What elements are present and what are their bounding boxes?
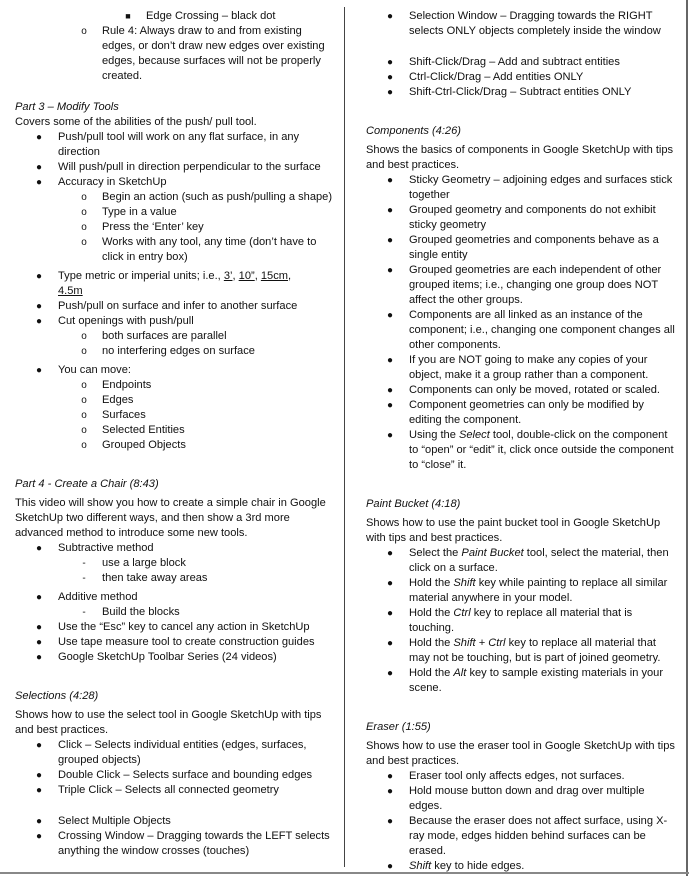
- part3-list: [15, 130, 335, 453]
- list-item: o both surfaces are parallel: [15, 329, 335, 344]
- bullet-icon: ●: [386, 57, 394, 68]
- list-item: ● Push/pull on surface and infer to another surface: [15, 299, 335, 314]
- circle-bullet-icon: o: [81, 237, 87, 248]
- bullet-icon: ●: [386, 771, 394, 782]
- list-item: o Rule 4: Always draw to and from existing edges, or don’t draw new edges over existing edges, because surfaces will not be properly created.: [15, 24, 335, 84]
- bullet-icon: ●: [35, 271, 43, 282]
- list-item: ● Cut openings with push/pull: [15, 314, 335, 329]
- circle-bullet-icon: o: [81, 222, 87, 233]
- list-item: ● Triple Click – Selects all connected geometry: [15, 783, 335, 798]
- circle-bullet-icon: o: [81, 440, 87, 451]
- list-item: ● Sticky Geometry – adjoining edges and surfaces stick together: [366, 173, 676, 203]
- list-item: ● Google SketchUp Toolbar Series (24 videos): [15, 650, 335, 665]
- list-item: ● Shift key to hide edges.: [366, 859, 676, 874]
- section-title-part3: Part 3 – Modify Tools: [15, 101, 119, 113]
- list-item: ● Hold mouse button down and drag over multiple edges.: [366, 784, 676, 814]
- list-item: o Selected Entities: [15, 423, 335, 438]
- section-title-components: Components (4:26): [366, 125, 461, 137]
- list-item: ● Select the Paint Bucket tool, select the material, then click on a surface.: [366, 546, 676, 576]
- list-item: ● Hold the Ctrl key to replace all material that is touching.: [366, 606, 676, 636]
- components-list: [366, 173, 676, 473]
- section-intro: This video will show you how to create a simple chair in Google SketchUp two different ways, and then show a 3rd more advanced method to introduce some new tools.: [15, 497, 326, 539]
- paint-bucket-list: [366, 546, 676, 696]
- bullet-icon: ●: [386, 385, 394, 396]
- list-item: ● Push/pull tool will work on any flat surface, in any direction: [15, 130, 335, 160]
- circle-bullet-icon: o: [81, 395, 87, 406]
- circle-bullet-icon: o: [81, 207, 87, 218]
- circle-bullet-icon: o: [81, 346, 87, 357]
- list-item: ● Using the Select tool, double-click on the component to “open” or “edit” it, click once outside the component to “close” it.: [366, 428, 676, 473]
- list-item: ● Grouped geometries and components behave as a single entity: [366, 233, 676, 263]
- bullet-icon: ●: [35, 770, 43, 781]
- list-item: ● You can move:: [15, 363, 335, 378]
- list-item: ● Hold the Shift + Ctrl key to replace all material that may not be touching, but is part of joined geometry.: [366, 636, 676, 666]
- section-intro: Shows how to use the select tool in Google SketchUp with tips and best practices.: [15, 709, 322, 736]
- bullet-icon: ●: [386, 638, 394, 649]
- list-item: o Surfaces: [15, 408, 335, 423]
- page-right-edge: [686, 0, 688, 876]
- left-column: [15, 9, 335, 859]
- list-item: ● Selection Window – Dragging towards the RIGHT selects ONLY objects completely inside the window: [366, 9, 676, 39]
- list-item: o Begin an action (such as push/pulling a shape): [15, 190, 335, 205]
- bullet-icon: ●: [386, 608, 394, 619]
- list-item: ● Ctrl-Click/Drag – Add entities ONLY: [366, 70, 676, 85]
- list-item: ● Shift-Click/Drag – Add and subtract entities: [366, 55, 676, 70]
- dash-bullet-icon: -: [82, 607, 86, 618]
- list-item: ● Component geometries can only be modified by editing the component.: [366, 398, 676, 428]
- list-item: - then take away areas: [15, 571, 335, 586]
- bullet-icon: ●: [35, 740, 43, 751]
- bullet-icon: ●: [386, 548, 394, 559]
- list-item: ● If you are NOT going to make any copies of your object, make it a group rather than a component.: [366, 353, 676, 383]
- part4-list: [15, 541, 335, 665]
- bullet-icon: ●: [386, 816, 394, 827]
- circle-bullet-icon: o: [81, 410, 87, 421]
- section-intro: Shows how to use the paint bucket tool in Google SketchUp with tips and best practices.: [366, 517, 661, 544]
- list-item: ● Components are all linked as an instance of the component; i.e., changing one component changes all other components.: [366, 308, 676, 353]
- circle-bullet-icon: o: [81, 192, 87, 203]
- eraser-list: [366, 769, 676, 874]
- list-item: ● Eraser tool only affects edges, not surfaces.: [366, 769, 676, 784]
- section-title-selections: Selections (4:28): [15, 690, 99, 702]
- square-bullet-icon: ■: [125, 11, 131, 21]
- dash-bullet-icon: -: [82, 573, 86, 584]
- circle-bullet-icon: o: [81, 380, 87, 391]
- bullet-icon: ●: [386, 668, 394, 679]
- list-item: ● Use tape measure tool to create construction guides: [15, 635, 335, 650]
- rules-continued-list: [15, 9, 335, 84]
- circle-bullet-icon: o: [81, 425, 87, 436]
- list-item: ● Type metric or imperial units; i.e., 3’, 10”, 15cm, 4.5m: [15, 269, 335, 299]
- section-title-eraser: Eraser (1:55): [366, 721, 431, 733]
- bullet-icon: ●: [386, 861, 394, 872]
- bullet-icon: ●: [386, 11, 394, 22]
- bullet-icon: ●: [35, 365, 43, 376]
- bullet-icon: ●: [35, 622, 43, 633]
- bullet-icon: ●: [35, 543, 43, 554]
- list-item: ● Use the “Esc” key to cancel any action in SketchUp: [15, 620, 335, 635]
- list-item: o no interfering edges on surface: [15, 344, 335, 359]
- bullet-icon: ●: [35, 162, 43, 173]
- list-item: ● Additive method: [15, 590, 335, 605]
- list-item: ● Because the eraser does not affect surface, using X-ray mode, edges hidden behind surfaces can be erased.: [366, 814, 676, 859]
- bullet-icon: ●: [386, 355, 394, 366]
- bullet-icon: ●: [386, 265, 394, 276]
- bullet-icon: ●: [35, 816, 43, 827]
- list-item: ■ Edge Crossing – black dot: [15, 9, 335, 24]
- circle-bullet-icon: o: [81, 331, 87, 342]
- circle-bullet-icon: o: [81, 26, 87, 37]
- bullet-icon: ●: [386, 578, 394, 589]
- section-intro: Covers some of the abilities of the push/ pull tool.: [15, 116, 257, 128]
- bullet-icon: ●: [35, 316, 43, 327]
- section-title-paint-bucket: Paint Bucket (4:18): [366, 498, 461, 510]
- list-item: ● Shift-Ctrl-Click/Drag – Subtract entities ONLY: [366, 85, 676, 100]
- list-item: ● Grouped geometries are each independent of other grouped items; i.e., changing one group does NOT affect the other groups.: [366, 263, 676, 308]
- bullet-icon: ●: [35, 177, 43, 188]
- list-item: o Press the ‘Enter’ key: [15, 220, 335, 235]
- list-item: ● Subtractive method: [15, 541, 335, 556]
- selections-list: [15, 738, 335, 859]
- section-intro: Shows how to use the eraser tool in Google SketchUp with tips and best practices.: [366, 740, 675, 767]
- bullet-icon: ●: [386, 72, 394, 83]
- bullet-icon: ●: [35, 592, 43, 603]
- bullet-icon: ●: [386, 400, 394, 411]
- section-title-part4: Part 4 - Create a Chair (8:43): [15, 478, 159, 490]
- list-item: ● Accuracy in SketchUp: [15, 175, 335, 190]
- dash-bullet-icon: -: [82, 558, 86, 569]
- bullet-icon: ●: [386, 235, 394, 246]
- list-item: ● Will push/pull in direction perpendicular to the surface: [15, 160, 335, 175]
- bullet-icon: ●: [35, 637, 43, 648]
- bullet-icon: ●: [35, 132, 43, 143]
- bullet-icon: ●: [386, 310, 394, 321]
- right-column: [366, 9, 676, 874]
- list-item: ● Double Click – Selects surface and bounding edges: [15, 768, 335, 783]
- list-item: - Build the blocks: [15, 605, 335, 620]
- column-divider: [344, 7, 345, 867]
- bullet-icon: ●: [386, 430, 394, 441]
- list-item: ● Hold the Shift key while painting to replace all similar material anywhere in your model.: [366, 576, 676, 606]
- list-item: ● Crossing Window – Dragging towards the LEFT selects anything the window crosses (touches): [15, 829, 335, 859]
- list-item: ● Hold the Alt key to sample existing materials in your scene.: [366, 666, 676, 696]
- list-item: o Endpoints: [15, 378, 335, 393]
- list-item: o Type in a value: [15, 205, 335, 220]
- list-item: ● Select Multiple Objects: [15, 814, 335, 829]
- bullet-icon: ●: [35, 831, 43, 842]
- bullet-icon: ●: [386, 786, 394, 797]
- list-item: ● Grouped geometry and components do not exhibit sticky geometry: [366, 203, 676, 233]
- list-item: ● Click – Selects individual entities (edges, surfaces, grouped objects): [15, 738, 335, 768]
- bullet-icon: ●: [386, 175, 394, 186]
- list-item: o Works with any tool, any time (don’t have to click in entry box): [15, 235, 335, 265]
- list-item: o Grouped Objects: [15, 438, 335, 453]
- bullet-icon: ●: [386, 205, 394, 216]
- bullet-icon: ●: [35, 301, 43, 312]
- bullet-icon: ●: [35, 652, 43, 663]
- list-item: o Edges: [15, 393, 335, 408]
- list-item: ● Components can only be moved, rotated or scaled.: [366, 383, 676, 398]
- selections-continued-list: [366, 9, 676, 100]
- bullet-icon: ●: [386, 87, 394, 98]
- list-item: - use a large block: [15, 556, 335, 571]
- section-intro: Shows the basics of components in Google SketchUp with tips and best practices.: [366, 144, 674, 171]
- bullet-icon: ●: [35, 785, 43, 796]
